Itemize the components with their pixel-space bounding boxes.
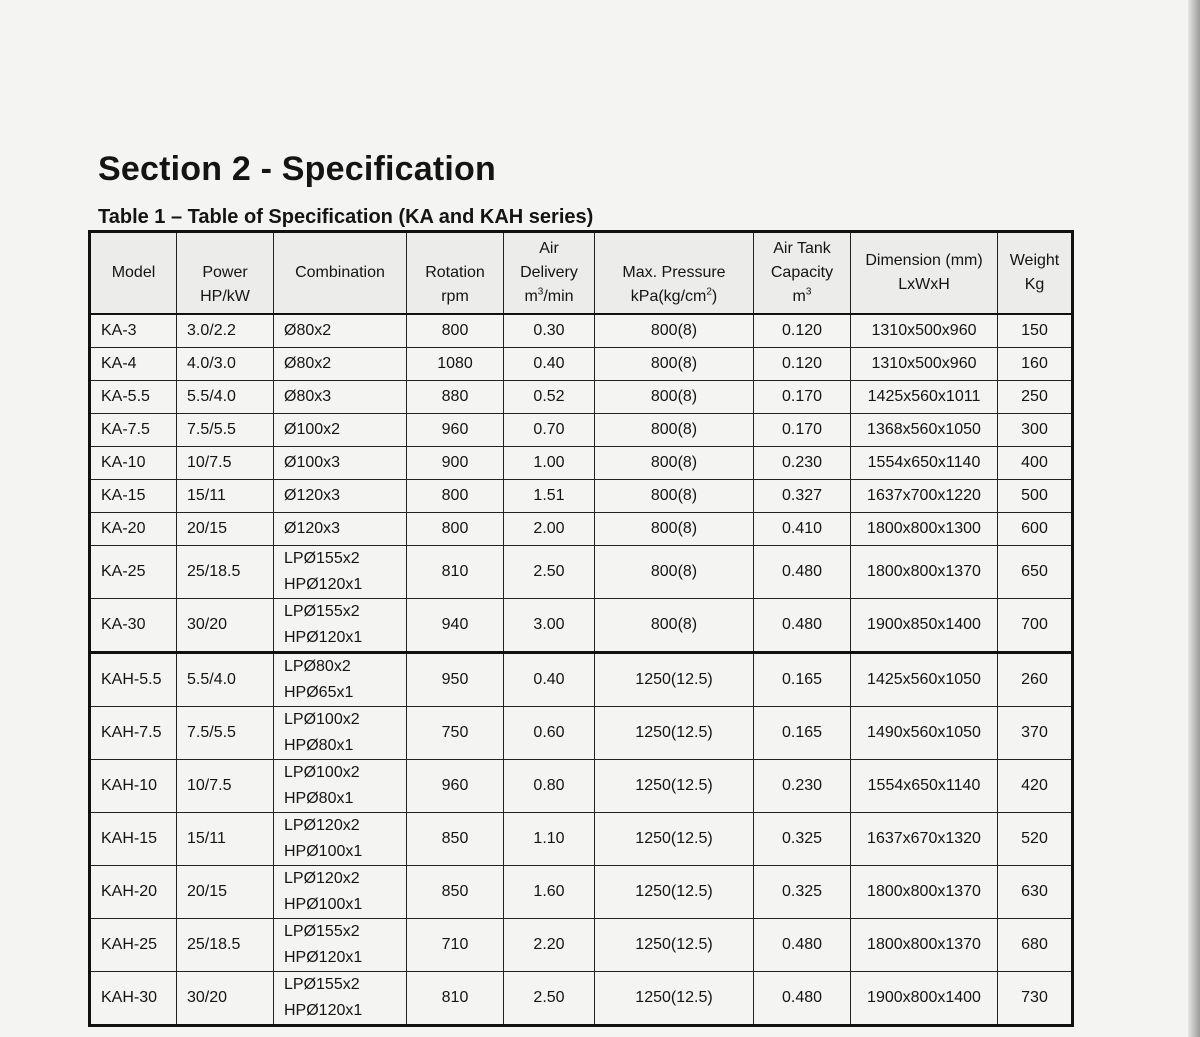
combination-line: LPØ100x2 — [284, 711, 360, 728]
cell-dimension: 1425x560x1050 — [851, 653, 998, 707]
combination-line: HPØ120x1 — [284, 576, 363, 593]
cell-air-tank: 0.327 — [754, 480, 851, 513]
cell-combination — [274, 381, 407, 414]
cell-air-delivery: 0.30 — [504, 314, 595, 348]
cell-model: KAH-25 — [90, 919, 177, 972]
cell-air-delivery: 2.50 — [504, 972, 595, 1026]
cell-rotation: 850 — [407, 866, 504, 919]
cell-max-pressure: 800(8) — [595, 414, 754, 447]
table-row — [90, 919, 1073, 972]
combination-line: Ø120x3 — [284, 487, 341, 504]
cell-dimension: 1554x650x1140 — [851, 760, 998, 813]
cell-rotation: 1080 — [407, 348, 504, 381]
cell-rotation: 810 — [407, 546, 504, 599]
cell-model: KA-5.5 — [90, 381, 177, 414]
cell-dimension: 1637x700x1220 — [851, 480, 998, 513]
cell-air-delivery: 0.70 — [504, 414, 595, 447]
header-power: Power HP/kW — [177, 232, 274, 315]
cell-dimension: 1900x800x1400 — [851, 972, 998, 1026]
cell-air-tank: 0.325 — [754, 813, 851, 866]
cell-weight: 420 — [998, 760, 1073, 813]
combination-line: Ø100x2 — [284, 421, 341, 438]
combination-line: HPØ100x1 — [284, 896, 363, 913]
cell-power: 5.5/4.0 — [177, 653, 274, 707]
cell-rotation: 940 — [407, 599, 504, 653]
combination-line: HPØ100x1 — [284, 843, 363, 860]
cell-combination — [274, 480, 407, 513]
cell-dimension: 1554x650x1140 — [851, 447, 998, 480]
cell-air-tank: 0.170 — [754, 414, 851, 447]
cell-max-pressure: 1250(12.5) — [595, 972, 754, 1026]
cell-model: KAH-5.5 — [90, 653, 177, 707]
cell-max-pressure: 800(8) — [595, 513, 754, 546]
header-model: Model — [90, 232, 177, 315]
cell-weight: 700 — [998, 599, 1073, 653]
header-weight: Weight Kg — [998, 232, 1073, 315]
header-dimension: Dimension (mm) LxWxH — [851, 232, 998, 315]
cell-rotation: 800 — [407, 314, 504, 348]
cell-dimension: 1637x670x1320 — [851, 813, 998, 866]
table-row — [90, 866, 1073, 919]
cell-power: 30/20 — [177, 972, 274, 1026]
cell-rotation: 850 — [407, 813, 504, 866]
cell-power: 3.0/2.2 — [177, 314, 274, 348]
combination-line: LPØ155x2 — [284, 923, 360, 940]
section-title: Section 2 - Specification — [98, 150, 496, 188]
cell-air-tank: 0.120 — [754, 314, 851, 348]
page-edge-shadow — [1188, 0, 1200, 1037]
cell-max-pressure: 800(8) — [595, 599, 754, 653]
combination-line: Ø80x2 — [284, 322, 332, 339]
combination-line: LPØ155x2 — [284, 550, 360, 567]
cell-combination — [274, 813, 407, 866]
cell-model: KA-7.5 — [90, 414, 177, 447]
cell-rotation: 800 — [407, 480, 504, 513]
cell-model: KAH-15 — [90, 813, 177, 866]
cell-power: 20/15 — [177, 866, 274, 919]
cell-max-pressure: 800(8) — [595, 480, 754, 513]
cell-air-tank: 0.480 — [754, 546, 851, 599]
cell-max-pressure: 1250(12.5) — [595, 813, 754, 866]
cell-weight: 500 — [998, 480, 1073, 513]
cell-power: 7.5/5.5 — [177, 414, 274, 447]
combination-line: LPØ120x2 — [284, 817, 360, 834]
header-max-pressure: Max. Pressure $kPa(kg/cm^2)$ — [595, 232, 754, 315]
cell-model: KAH-10 — [90, 760, 177, 813]
cell-rotation: 750 — [407, 707, 504, 760]
cell-max-pressure: 800(8) — [595, 314, 754, 348]
header-combination: Combination — [274, 232, 407, 315]
cell-air-delivery: 0.52 — [504, 381, 595, 414]
cell-air-delivery: 0.40 — [504, 348, 595, 381]
cell-air-delivery: 2.20 — [504, 919, 595, 972]
cell-rotation: 880 — [407, 381, 504, 414]
cell-rotation: 950 — [407, 653, 504, 707]
cell-air-delivery: 1.10 — [504, 813, 595, 866]
cell-combination — [274, 866, 407, 919]
table-row — [90, 314, 1073, 348]
cell-air-delivery: 2.50 — [504, 546, 595, 599]
combination-line: HPØ120x1 — [284, 1002, 363, 1019]
combination-line: LPØ155x2 — [284, 976, 360, 993]
cell-power: 25/18.5 — [177, 919, 274, 972]
cell-weight: 600 — [998, 513, 1073, 546]
cell-combination — [274, 919, 407, 972]
cell-combination — [274, 599, 407, 653]
table-row — [90, 760, 1073, 813]
cell-power: 7.5/5.5 — [177, 707, 274, 760]
cell-weight: 680 — [998, 919, 1073, 972]
cell-max-pressure: 800(8) — [595, 381, 754, 414]
cell-model: KA-20 — [90, 513, 177, 546]
cell-power: 30/20 — [177, 599, 274, 653]
cell-model: KA-10 — [90, 447, 177, 480]
cell-air-tank: 0.480 — [754, 599, 851, 653]
cell-rotation: 960 — [407, 760, 504, 813]
cell-dimension: 1800x800x1300 — [851, 513, 998, 546]
cell-air-delivery: 2.00 — [504, 513, 595, 546]
cell-combination — [274, 760, 407, 813]
cell-air-tank: 0.325 — [754, 866, 851, 919]
cell-rotation: 900 — [407, 447, 504, 480]
table-row — [90, 513, 1073, 546]
cell-power: 15/11 — [177, 480, 274, 513]
cell-weight: 260 — [998, 653, 1073, 707]
cell-weight: 150 — [998, 314, 1073, 348]
table-row — [90, 414, 1073, 447]
cell-air-tank: 0.410 — [754, 513, 851, 546]
table-row — [90, 653, 1073, 707]
cell-model: KA-15 — [90, 480, 177, 513]
cell-weight: 250 — [998, 381, 1073, 414]
table-row — [90, 813, 1073, 866]
combination-line: HPØ65x1 — [284, 684, 354, 701]
header-rotation: Rotation rpm — [407, 232, 504, 315]
cell-combination — [274, 546, 407, 599]
cell-rotation: 710 — [407, 919, 504, 972]
cell-air-delivery: 1.51 — [504, 480, 595, 513]
cell-power: 10/7.5 — [177, 447, 274, 480]
cell-power: 5.5/4.0 — [177, 381, 274, 414]
cell-rotation: 960 — [407, 414, 504, 447]
cell-model: KA-25 — [90, 546, 177, 599]
cell-weight: 370 — [998, 707, 1073, 760]
cell-air-tank: 0.120 — [754, 348, 851, 381]
cell-power: 20/15 — [177, 513, 274, 546]
cell-air-tank: 0.230 — [754, 760, 851, 813]
cell-air-tank: 0.230 — [754, 447, 851, 480]
table-row — [90, 972, 1073, 1026]
cell-model: KA-30 — [90, 599, 177, 653]
cell-air-tank: 0.165 — [754, 707, 851, 760]
cell-max-pressure: 1250(12.5) — [595, 653, 754, 707]
table-row — [90, 599, 1073, 653]
cell-power: 10/7.5 — [177, 760, 274, 813]
cell-air-tank: 0.165 — [754, 653, 851, 707]
cell-weight: 730 — [998, 972, 1073, 1026]
cell-dimension: 1368x560x1050 — [851, 414, 998, 447]
table-row — [90, 381, 1073, 414]
cell-max-pressure: 1250(12.5) — [595, 707, 754, 760]
combination-line: HPØ120x1 — [284, 629, 363, 646]
combination-line: Ø120x3 — [284, 520, 341, 537]
table-row — [90, 480, 1073, 513]
cell-air-delivery: 0.60 — [504, 707, 595, 760]
cell-combination — [274, 314, 407, 348]
cell-air-delivery: 1.00 — [504, 447, 595, 480]
cell-dimension: 1900x850x1400 — [851, 599, 998, 653]
cell-air-delivery: 1.60 — [504, 866, 595, 919]
cell-air-tank: 0.480 — [754, 972, 851, 1026]
cell-air-delivery: 3.00 — [504, 599, 595, 653]
cell-air-delivery: 0.40 — [504, 653, 595, 707]
cell-weight: 630 — [998, 866, 1073, 919]
cell-dimension: 1310x500x960 — [851, 314, 998, 348]
cell-dimension: 1800x800x1370 — [851, 546, 998, 599]
header-air-delivery: Air Delivery $m^3/\min$ — [504, 232, 595, 315]
cell-combination — [274, 414, 407, 447]
combination-line: Ø80x3 — [284, 388, 332, 405]
cell-max-pressure: 1250(12.5) — [595, 866, 754, 919]
cell-model: KA-4 — [90, 348, 177, 381]
cell-power: 4.0/3.0 — [177, 348, 274, 381]
cell-dimension: 1425x560x1011 — [851, 381, 998, 414]
cell-dimension: 1800x800x1370 — [851, 919, 998, 972]
combination-line: Ø100x3 — [284, 454, 341, 471]
combination-line: LPØ80x2 — [284, 658, 351, 675]
cell-model: KAH-20 — [90, 866, 177, 919]
cell-model: KAH-30 — [90, 972, 177, 1026]
cell-power: 15/11 — [177, 813, 274, 866]
cell-combination — [274, 972, 407, 1026]
cell-rotation: 800 — [407, 513, 504, 546]
cell-power: 25/18.5 — [177, 546, 274, 599]
cell-air-delivery: 0.80 — [504, 760, 595, 813]
cell-combination — [274, 653, 407, 707]
cell-max-pressure: 1250(12.5) — [595, 760, 754, 813]
cell-combination — [274, 348, 407, 381]
combination-line: Ø80x2 — [284, 355, 332, 372]
combination-line: LPØ120x2 — [284, 870, 360, 887]
cell-max-pressure: 1250(12.5) — [595, 919, 754, 972]
cell-weight: 400 — [998, 447, 1073, 480]
table-row — [90, 707, 1073, 760]
combination-line: HPØ120x1 — [284, 949, 363, 966]
header-air-tank: Air Tank Capacity $m^3$ — [754, 232, 851, 315]
cell-air-tank: 0.170 — [754, 381, 851, 414]
header-row — [90, 232, 1073, 315]
cell-combination — [274, 707, 407, 760]
cell-dimension: 1310x500x960 — [851, 348, 998, 381]
cell-combination — [274, 447, 407, 480]
cell-dimension: 1800x800x1370 — [851, 866, 998, 919]
cell-weight: 160 — [998, 348, 1073, 381]
combination-line: HPØ80x1 — [284, 737, 354, 754]
cell-max-pressure: 800(8) — [595, 348, 754, 381]
table-row — [90, 546, 1073, 599]
cell-model: KAH-7.5 — [90, 707, 177, 760]
combination-line: HPØ80x1 — [284, 790, 354, 807]
table-row — [90, 348, 1073, 381]
table-caption: Table 1 – Table of Specification (KA and KAH series) — [98, 206, 594, 228]
cell-weight: 650 — [998, 546, 1073, 599]
cell-weight: 300 — [998, 414, 1073, 447]
cell-rotation: 810 — [407, 972, 504, 1026]
cell-weight: 520 — [998, 813, 1073, 866]
cell-max-pressure: 800(8) — [595, 447, 754, 480]
cell-dimension: 1490x560x1050 — [851, 707, 998, 760]
combination-line: LPØ100x2 — [284, 764, 360, 781]
cell-max-pressure: 800(8) — [595, 546, 754, 599]
cell-air-tank: 0.480 — [754, 919, 851, 972]
combination-line: LPØ155x2 — [284, 603, 360, 620]
specification-table — [88, 230, 1074, 1027]
table-row — [90, 447, 1073, 480]
cell-model: KA-3 — [90, 314, 177, 348]
cell-combination — [274, 513, 407, 546]
